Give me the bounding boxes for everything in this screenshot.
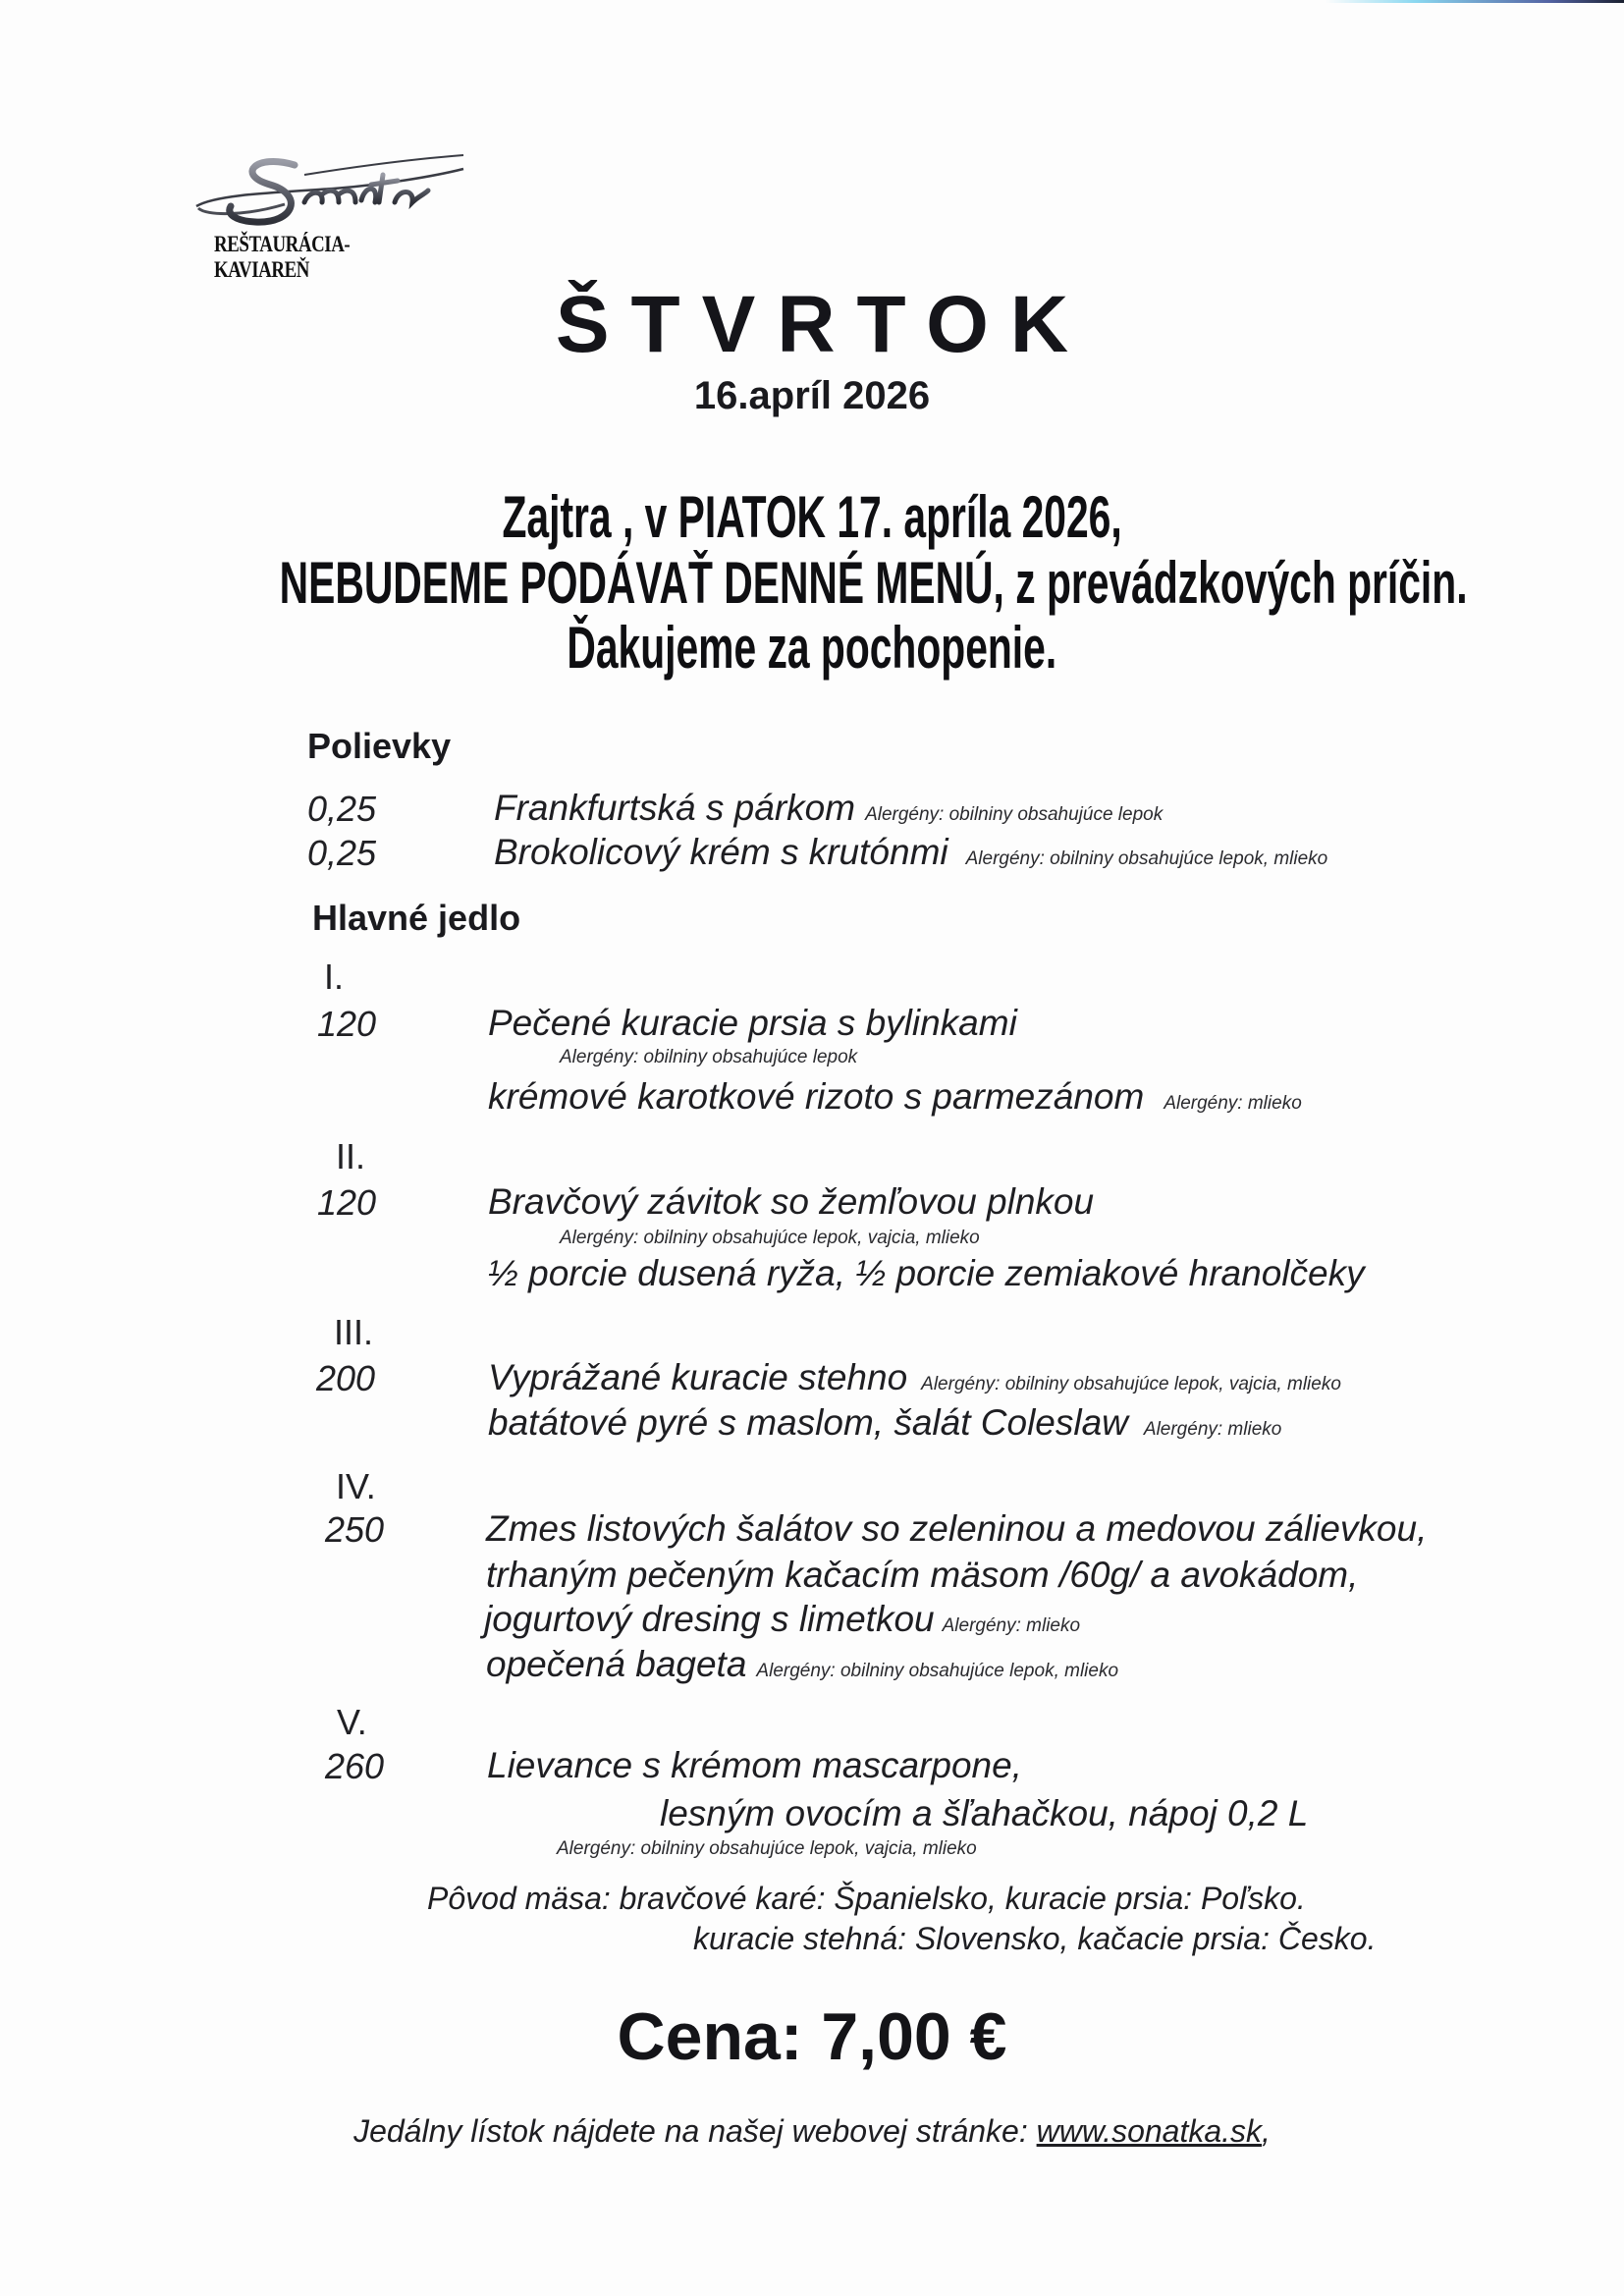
main-dish-line: Pečené kuracie prsia s bylinkami [488, 1003, 1017, 1043]
soup-item [494, 788, 1163, 836]
main-side-line: ½ porcie dusená ryža, ½ porcie zemiakové hranolčeky [488, 1253, 1365, 1293]
main-dish-line: Bravčový závitok so žemľovou plnkou [488, 1181, 1095, 1222]
scan-artifact [1326, 0, 1624, 3]
meat-origin-line-2: kuracie stehná: Slovensko, kačacie prsia: Česko. [693, 1921, 1377, 1956]
side-dish: batátové pyré s maslom, šalát Coleslaw [488, 1402, 1128, 1443]
main-qty: 250 [325, 1509, 385, 1550]
restaurant-logo [187, 145, 471, 282]
website-link[interactable]: www.sonatka.sk [1036, 2113, 1263, 2149]
allergen-note: Alergény: mlieko [942, 1615, 1081, 1636]
soup-name: Frankfurtská s párkom [494, 788, 856, 828]
menu-date: 16.apríl 2026 [693, 374, 931, 417]
main-dish-line [484, 1599, 1080, 1647]
footer-text: Jedálny lístok nájdete na našej webovej stránke: [353, 2113, 1037, 2149]
main-dish-line: Zmes listových šalátov so zeleninou a medovou zálievkou, [486, 1508, 1428, 1549]
main-qty: 200 [316, 1358, 376, 1398]
section-heading-mains: Hlavné jedlo [312, 898, 521, 938]
menu-price: Cena: 7,00 € [617, 1999, 1007, 2074]
soup-qty: 0,25 [307, 833, 377, 873]
soup-item [494, 832, 1327, 880]
main-number: II. [336, 1136, 366, 1176]
main-number: I. [324, 957, 345, 997]
side-dish: opečená bageta [486, 1644, 747, 1684]
soup-qty: 0,25 [307, 789, 377, 829]
allergen-note: Alergény: obilniny obsahujúce lepok, vajcia, mlieko [921, 1374, 1341, 1394]
allergen-note: Alergény: obilniny obsahujúce lepok [865, 804, 1164, 825]
logo-script-graphic [187, 145, 471, 234]
main-dish-line: trhaným pečeným kačacím mäsom /60g/ a avokádom, [486, 1555, 1359, 1595]
dish-name: jogurtový dresing s limetkou [484, 1599, 935, 1639]
allergen-note: Alergény: obilniny obsahujúce lepok, mlieko [756, 1661, 1119, 1681]
main-number: IV. [336, 1466, 376, 1506]
allergen-note: Alergény: obilniny obsahujúce lepok, vajcia, mlieko [560, 1228, 980, 1248]
notice-text-2: NEBUDEME PODÁVAŤ DENNÉ MENÚ, z prevádzkových príčin. [279, 550, 1468, 616]
main-dish-line [488, 1357, 1341, 1405]
main-side-line [488, 1402, 1281, 1450]
main-dish-line: Lievance s krémom mascarpone, [487, 1745, 1022, 1785]
allergen-note: Alergény: mlieko [1143, 1419, 1282, 1440]
notice-line-2 [0, 551, 1624, 616]
main-side-line [486, 1644, 1118, 1692]
day-title: ŠTVRTOK [555, 280, 1091, 369]
main-qty: 120 [317, 1004, 377, 1044]
main-number: V. [337, 1702, 367, 1742]
section-heading-soups: Polievky [307, 726, 452, 766]
main-qty: 120 [317, 1182, 377, 1223]
main-qty: 260 [325, 1746, 385, 1786]
dish-name: Vyprážané kuracie stehno [488, 1357, 908, 1397]
allergen-note: Alergény: obilniny obsahujúce lepok, vajcia, mlieko [557, 1838, 977, 1859]
main-number: III. [334, 1312, 374, 1352]
notice-line-3 [0, 616, 1624, 681]
footer-trailing: , [1262, 2113, 1271, 2149]
notice-text-3: Ďakujeme za pochopenie. [567, 615, 1057, 681]
notice-text-1: Zajtra , v PIATOK 17. apríla 2026, [502, 484, 1122, 550]
logo-subtitle: REŠTAURÁCIA-KAVIAREŇ [214, 232, 351, 282]
meat-origin-line-1: Pôvod mäsa: bravčové karé: Španielsko, kuracie prsia: Poľsko. [427, 1881, 1306, 1916]
footer-note [0, 2111, 1624, 2151]
allergen-note: Alergény: obilniny obsahujúce lepok [560, 1047, 858, 1067]
notice-line-1 [0, 485, 1624, 550]
allergen-note: Alergény: obilniny obsahujúce lepok, mlieko [965, 848, 1328, 869]
soup-name: Brokolicový krém s krutónmi [494, 832, 948, 872]
main-side-line [488, 1076, 1302, 1124]
side-dish: krémové karotkové rizoto s parmezánom [488, 1076, 1145, 1117]
main-dish-line: lesným ovocím a šľahačkou, nápoj 0,2 L [660, 1793, 1309, 1833]
allergen-note: Alergény: mlieko [1164, 1093, 1302, 1114]
